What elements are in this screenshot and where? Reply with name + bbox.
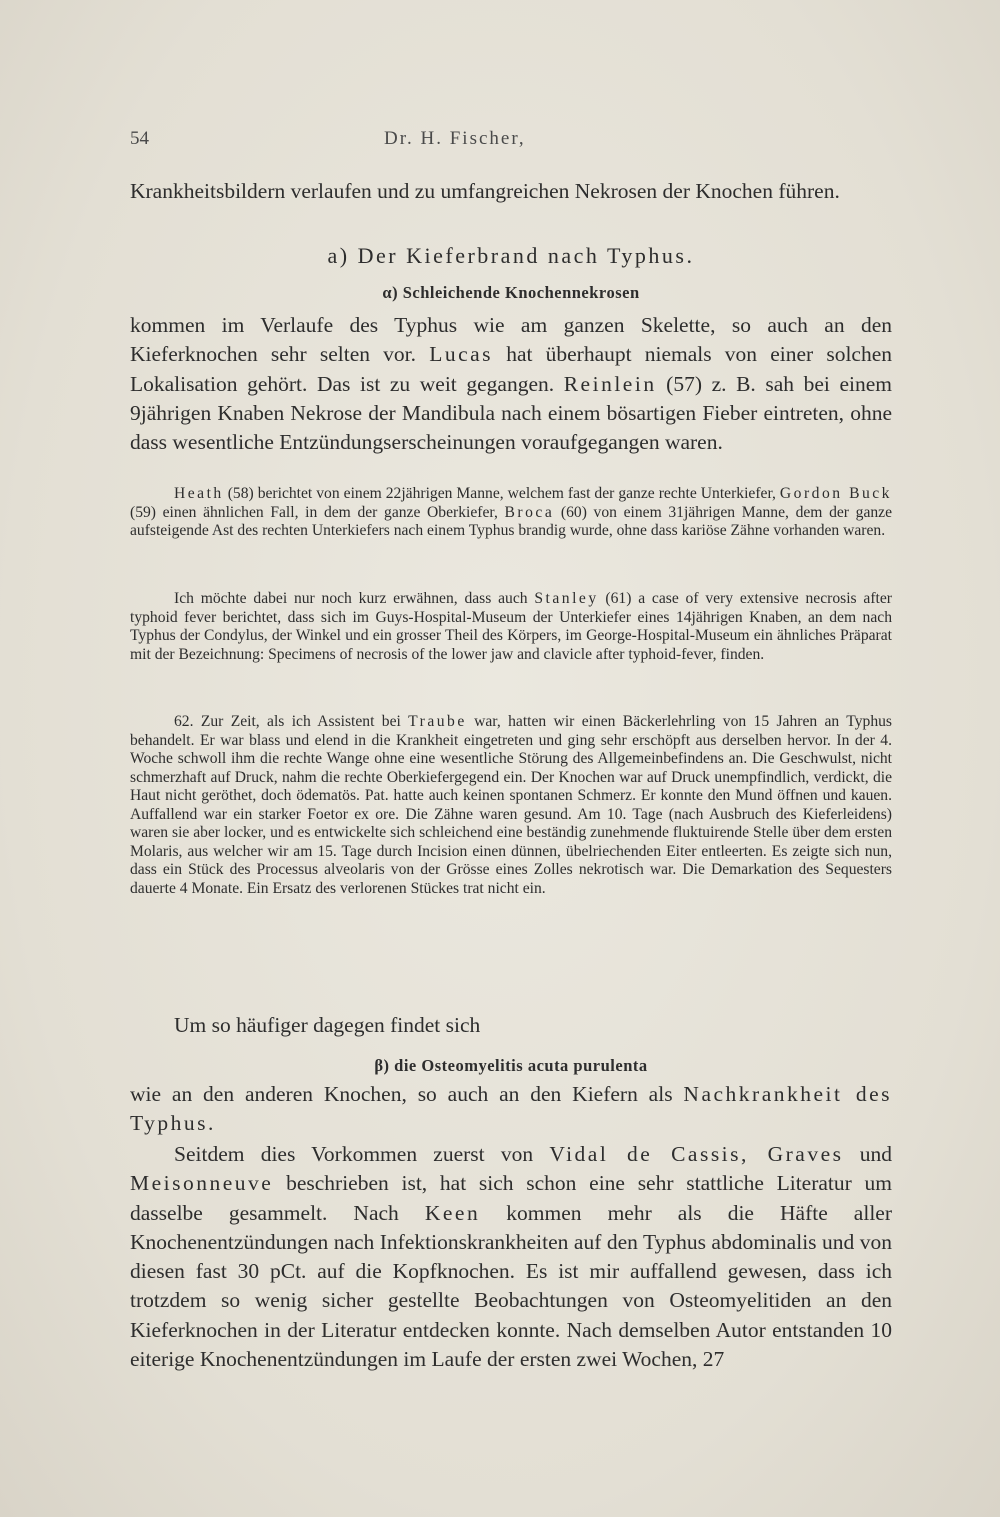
paragraph-alpha-text-2: hat überhaupt niemals von einer solchen Lokalisation gehört. Das ist zu weit gegangen. (130, 342, 893, 396)
paragraph-beta (130, 1080, 892, 1139)
footnote-stanley (130, 590, 892, 664)
author-traube: Traube (408, 713, 467, 730)
footnote-heath-text-2: (59) einen ähnlichen Fall, in dem der ganze Oberkiefer, (130, 503, 498, 521)
paragraph-seitdem-text-2: und (859, 1142, 892, 1166)
paragraph-seitdem (130, 1140, 892, 1374)
footnote-stanley-text-1: Ich möchte dabei nur noch kurz erwähnen, dass auch (174, 590, 528, 607)
paragraph-beta-text-1: wie an den anderen Knochen, so auch an den Kiefern als (130, 1082, 673, 1106)
page-number: 54 (130, 128, 149, 149)
paragraph-alpha-text-1: kommen im Verlaufe des Typhus wie am ganzen Skelette, so auch an den Kieferknochen sehr selten vor. (130, 313, 892, 367)
case-62-text-2: war, hatten wir einen Bäckerlehrling von 15 Jahren an Typhus behandelt. Er war blass und elend in die Krankheit eingetreten und ging sehr erschöpft aus derselben hervor. In der 4. Woche schwoll ihm die rechte Wange ohne eine wesentliche Störung des Allgemeinbefindens an. Die Geschwulst, nicht schmerzhaft auf Druck, nahm die rechte Oberkiefergegend ein. Der Knochen war auf Druck unempfindlich, verdickt, die Haut nicht geröthet, doch ödematös. Pat. hatte auch keinen spontanen Schmerz. Er konnte den Mund öffnen und kauen. Auffallend war ein starker Foetor ex ore. Die Zähne waren gesund. Am 10. Tage (nach Ausbruch des Kieferleidens) waren sie aber locker, und es entwickelte sich schleichend eine beständig zunehmende fluktuirende Stelle über dem ersten Molaris, aus welcher wir am 15. Tage durch Incision einen dünnen, übelriechenden Eiter entleerten. Es zeigte sich nun, dass ein Stück des Processus alveolaris von der Grösse eines Zolles nekrotisch war. Die Demarkation des Sequesters dauerte 4 Monate. Ein Ersatz des verlorenen Stückes trat nicht ein. (130, 713, 892, 897)
footnote-heath-text-1: (58) berichtet von einem 22jährigen Manne, welchem fast der ganze rechte Unterkiefer, (227, 485, 776, 502)
author-broca: Broca (504, 503, 555, 521)
author-stanley: Stanley (534, 590, 599, 607)
paragraph-seitdem-text-1: Seitdem dies Vorkommen zuerst von (174, 1142, 534, 1166)
author-reinlein: Reinlein (563, 371, 657, 396)
subheading-alpha: α) Schleichende Knochennekrosen (382, 283, 640, 302)
case-62 (130, 713, 892, 898)
author-lucas: Lucas (429, 342, 494, 367)
author-heath: Heath (174, 485, 224, 502)
line-um-so (130, 1011, 892, 1040)
author-gordon-buck: Gordon Buck (779, 485, 892, 502)
opening-paragraph (130, 177, 892, 206)
authors-vidal-graves: Vidal de Cassis, Graves (549, 1142, 844, 1166)
section-heading-a: a) Der Kieferbrand nach Typhus. (327, 243, 695, 268)
opening-text: Krankheitsbildern verlaufen und zu umfangreichen Nekrosen der Knochen führen. (130, 179, 840, 203)
paragraph-alpha-text-3: (57) z. B. sah bei einem 9jährigen Knaben Nekrose der Mandibula nach einem bösartigen Fieber eintreten, ohne dass wesentliche Entzündungserscheinungen voraufgegangen waren. (130, 371, 893, 455)
paragraph-seitdem-text-4: kommen mehr als die Häfte aller Knochenentzündungen nach Infektionskrankheiten auf den Typhus abdominalis und von diesen fast 30 pCt. auf die Kopfknochen. Es ist mir auffallend gewesen, dass ich trotzdem so wenig sicher gestellte Beobachtungen von Osteomyelitiden an den Kieferknochen in der Literatur entdecken konnte. Nach demselben Autor entstanden 10 eiterige Knochenentzündungen im Laufe der ersten zwei Wochen, 27 (130, 1200, 892, 1372)
paragraph-seitdem-text-3: beschrieben ist, hat sich schon eine sehr stattliche Literatur um dasselbe gesammelt. Nach (130, 1171, 892, 1225)
running-head-author: Dr. H. Fischer, (384, 128, 526, 149)
paragraph-alpha (130, 311, 892, 457)
subheading-beta: β) die Osteomyelitis acuta purulenta (374, 1056, 648, 1075)
footnote-stanley-text-2: (61) a case of very extensive necrosis after typhoid fever berichtet, dass sich im Guys-Hospital-Museum der Unterkiefer eines 14jährigen Knaben, an dem nach Typhus der Condylus, der Winkel und ein grosser Theil des Körpers, im George-Hospital-Museum ein ähnliches Präparat mit der Bezeichnung: Specimens of necrosis of the lower jaw and clavicle after typhoid-fever, finden. (130, 590, 892, 663)
footnote-heath-text-3: (60) von einem 31jährigen Manne, dem der ganze aufsteigende Ast des rechten Unterkiefers nach einem Typhus brandig wurde, ohne dass kariöse Zähne vorhanden waren. (130, 503, 893, 539)
nachkrankheit-spaced: Nachkrankheit des Typhus. (130, 1082, 892, 1136)
case-62-text-1: 62. Zur Zeit, als ich Assistent bei (174, 713, 401, 730)
footnote-heath (130, 485, 892, 541)
line-um-so-text: Um so häufiger dagegen findet sich (174, 1013, 481, 1037)
author-keen: Keen (424, 1200, 481, 1225)
author-meisonneuve: Meisonneuve (130, 1171, 274, 1196)
